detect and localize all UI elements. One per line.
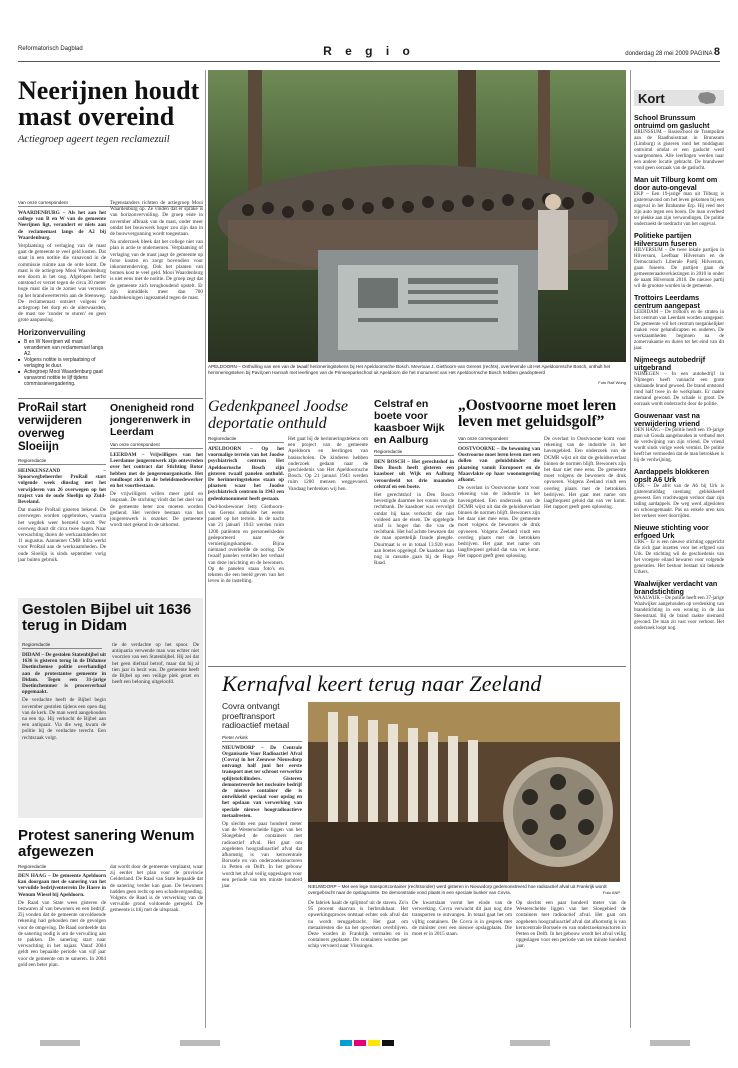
paper-name: Reformatorisch Dagblad xyxy=(18,46,83,52)
neerijnen-deck: Actiegroep ageert tegen reclamezuil xyxy=(18,134,170,145)
main-photo xyxy=(208,70,626,362)
kernafval-body: Op slechts een paar honderd meter van de Westerschelde liggen van het Sloegebied de containers met radioactief afval. Het gaat om zogeheten hoogradioactief afval dat afkomstig is van kerncentrale Borssele en van onderzoeksreactoren in Petten en Delft. In het gebouw wordt het afval veilig opgeslagen voor een periode van ten minste honderd jaar. xyxy=(222,820,302,889)
kort-item xyxy=(634,176,724,228)
gestolen-col1 xyxy=(22,652,106,812)
prorail-byline: Regioredactie xyxy=(18,458,106,465)
kort-item xyxy=(634,412,724,464)
neerijnen-body2: Tegenstanders richtten de actiegroep Mooi Waardenburg op. Ze vinden dat er sprake is van horizonvervuiling. De groep eiste in november afbraak van de mast, onder meer omdat het bouwwerk hoger zou zijn dan in de bouwvergunning wordt toegestaan. xyxy=(110,200,203,238)
article-oostvoorne xyxy=(458,398,626,430)
celstraf-headline: Celstraf en boete voor kaasboer Wijk en Aalburg xyxy=(374,398,445,446)
onenigheid-lead: LEERDAM – Vrijwilligers van het Leerdamse jongerenwerk zijn ontevreden over het contract dat Stichting Rotor hebben met de jongerenorganisatie. Het rondloopt zich in de beleidsmedewerker en het voortbestaan. xyxy=(110,452,203,490)
oostvoorne-lead: OOSTVOORNE – De bewoning van Oostvoorne moet leren leven met een dollen van geluidshinder die plaatsing vanuit Europoort en de Maasvlakte op haar woonomgeving afkomt. xyxy=(458,446,540,484)
kernafval-col2 xyxy=(308,900,408,1028)
kort-list xyxy=(634,110,724,1028)
protest-body2: dat wordt door de gemeente verplaatst, waar zij eerder het plan voor de provincie Gelderland. De Raad van State bepaalde dat de sanering verder kan gaan. De bewoners hadden geen recht op een schadevergoeding. Volgens de Raad is de verwerking van de vervuilde grond voldoende geregeld. De gemeente is blij met de uitspraak. xyxy=(110,864,203,914)
article-gedenkpaneel xyxy=(208,398,370,432)
page-number: 8 xyxy=(713,46,720,58)
spacer xyxy=(604,702,626,707)
kernafval-photo xyxy=(308,702,620,882)
oostvoorne-col2 xyxy=(544,436,626,661)
kort-item-body: URK – De afrit van de A6 bij Urk is gisterenmiddag urenlang geblokkeerd geweest. Een vrachtwagen verloor daar zijn lading aardappels. De weg werd afgesloten en schoongemaakt. Pas na enkele uren kon het verkeer weer doorrijden. xyxy=(634,484,724,519)
neerijnen-body: Verplaatsing of verlaging van de mast gaat de gemeente te veel geld kosten. Dat staat in een notitie die vanavond in de commissie ruimte aan de orde komt. De mast is de actiegroep Mooi Waardenburg een doorn in het oog. Afgelopen herfst ontstond er verzet tegen de circa 30 meter hoge mast die in de zomer was verrezen op het brandweerterrein aan de Steenweg. De reclamemast ontsiert volgens de actiegroep het dorp en de uiterwaarden, de mast toe 'zonder te sturen' en geen grote aanpassing. xyxy=(18,243,106,324)
photo-caption: APELDOORN – Onthulling van een van de twaalf herinneringstekens bij Het Apeldoornsche Bosch. Mevrouw J. Giethoorn-van Gerens (rechts), overlevende uit Het Apeldoornsche Bosch, onthult het herinneringsteken bij Pavil¡oen Hannah met leerlingen van de Prinsenparkschool uit Apeldoorn die het monument van Het Apeldoornsche Bosch hebben geadopteerd xyxy=(208,364,611,375)
page-header xyxy=(18,44,720,62)
oostvoorne-col1 xyxy=(458,446,540,661)
divider xyxy=(18,398,203,399)
kort-item-head: Nijmeegs autobedrijf uitgebrand xyxy=(634,355,706,372)
kort-item-body: URK – Er is een nieuwe stichting opgericht die zich gaat inzetten voor het erfgoed van Urk. De stichting wil de geschiedenis van het vroegere eiland bewaren voor volgende generaties. Het bestuur bestaat uit bekende Urkers. xyxy=(634,540,724,575)
kernafval-deck: Covra ontvangt proeftransport radioactief metaal xyxy=(222,701,290,730)
neerijnen-lead: WAARDENBURG – Als het aan het college van B en W van de gemeente Neerijnen ligt, verandert er niets aan de reclamemast langs de A2 bij Waardenburg. xyxy=(18,210,106,241)
neerijnen-headline: Neerijnen houdt mast overeind xyxy=(18,76,200,131)
article-celstraf xyxy=(374,398,454,664)
kort-item-head: Waalwijker verdacht van brandstichting xyxy=(634,579,718,596)
gedenkpaneel-lead: APELDOORN – Op het voormalige terrein van het Joodse psychiatrisch centrum Het Apeldoornsche Bosch zijn gisteren twaalf panelen onthuld. De herinneringstekens staan op plaatsen waar het Joodse psychiatrisch centrum in 1943 een gedenkmonument heeft gestaan. xyxy=(208,446,284,502)
horizon-sidebar xyxy=(18,328,106,387)
article-gestolen xyxy=(18,598,203,818)
kort-item xyxy=(634,468,724,520)
protest-lead: DEN HAAG – De gemeente Apeldoorn kan doorgaan met de sanering van het vervuilde bedrijventerrein De Haere in Wenum Wiesel bij Apeldoorn. xyxy=(18,873,106,898)
kernafval-credit: Foto ANP xyxy=(602,889,620,895)
kernafval-headline: Kernafval keert terug naar Zeeland xyxy=(222,671,542,696)
section-title: R e g i o xyxy=(323,44,415,58)
gedenkpaneel-headline: Gedenkpaneel Joodse deportatie onthuld xyxy=(208,398,348,432)
column-rule xyxy=(205,70,206,1028)
onenigheid-byline: Van onze correspondent xyxy=(110,442,203,449)
neerijnen-byline: Van onze correspondent xyxy=(18,200,203,207)
photo-credit: Foto Ralf Wong xyxy=(598,380,626,385)
kernafval-deck-block xyxy=(222,701,302,889)
kort-item xyxy=(634,294,724,352)
kernafval-body-more: Op slechts een paar honderd meter van de Westerschelde liggen van het Sloegebied de containers met radioactief afval. Het gaat om zogeheten hoogradioactief afval dat afkomstig is van kerncentrale Borssele en van onderzoeksreactoren in Petten en Delft. In het gebouw wordt het afval veilig opgeslagen voor een periode van ten minste honderd jaar. xyxy=(516,900,626,950)
gedenkpaneel-byline: Regioredactie xyxy=(208,436,284,443)
kernafval-body2: De fabriek haalt de splijtstof uit de staven. Zo'n 95 procent daarvan is herbruikbaar. Het opwerkingsproces ontstaat echter ook afval dat nu wordt teruggebracht. Het gaat om metaalresten die na het opwerken overblijven. Deze worden in Frankrijk vermalen en in containers geplaatst. De containers worden per schip vervoerd naar Vlissingen. xyxy=(308,900,408,950)
protest-col2 xyxy=(110,864,203,1028)
photo-illustration xyxy=(208,70,626,362)
gestolen-col2 xyxy=(112,642,199,812)
kort-item-body: LEERDAM – De trottoirs en de straten in het centrum van Leerdam worden aangepast. De gemeente wil het centrum toegankelijker maken voor gehandicapten en ouderen. De werkzaamheden beginnen na de zomervakantie en duren tot het eind van dit jaar. xyxy=(634,310,724,351)
celstraf-body: Het gerechtshof in Den Bosch bevestigde daarmee het vonnis van de rechtbank. De kaasboer was vervolgd omdat hij kaas verkocht die niet voldeed aan de eisen. De opgelegde straf is hoger dan die van de rechtbank. Het hof achtte bewezen dat de man opzettelijk fraude pleegde. Duurmaat is er in totaal 13.920 euro aan boetes opgelegd. De kaasboer kan nog in cassatie gaan bij de Hoge Raad. xyxy=(374,492,454,567)
kort-item-head: Gouwenaar vast na verwijdering vriend xyxy=(634,411,700,428)
print-color-bars xyxy=(40,1040,698,1046)
article-protest xyxy=(18,828,203,860)
gestolen-byline: Regioredactie xyxy=(22,642,102,649)
column-rule xyxy=(630,70,631,1028)
kernafval-caption-block xyxy=(308,884,620,895)
kort-item xyxy=(634,356,724,408)
gedenkpaneel-col2 xyxy=(288,436,368,661)
kernafval-col3 xyxy=(412,900,512,1028)
gestolen-body: De verdachte heeft de Bijbel begin november gestolen tijdens een open dag van de kerk. De man werd aangehouden na een tip. Hij verkocht de Bijbel aan een antiquair. Via die weg kwam de politie bij de verdachte terecht. Een rechtszaak volgt. xyxy=(22,697,106,741)
photo-caption-block xyxy=(208,364,626,375)
gedenkpaneel-body: Oud-bosbewoner Jetty Giethoorn-van Gerens onthulde het eerste paneel op het terrein. In de nacht van 21 januari 1943 werden ruim 1200 patiënten en personeelsleden gedeporteerd naar de vernietigingskampen. Bijna niemand overleefde de oorlog. De twaalf panelen vertellen het verhaal van deze inrichting en de bewoners. Op de panelen staan foto's en teksten die een beeld geven van het leven in de instelling. xyxy=(208,503,284,585)
divider xyxy=(208,666,626,667)
netherlands-map-icon xyxy=(694,91,722,105)
kort-title: Kort xyxy=(638,91,665,106)
oostvoorne-byline: Van onze correspondent xyxy=(458,436,540,443)
gedenkpaneel-body2: Het gaat bij de herinneringstekens om een project van de gemeente Apeldoorn en leerlingen van basisscholen. De kinderen hebben onderzoek gedaan naar de geschiedenis van Het Apeldoornsche Bosch. Op 21 januari 1943 werden ruim 1200 mensen weggevoerd. Vandaag herdenken wij hen. xyxy=(288,436,368,492)
kort-item xyxy=(634,524,724,576)
protest-headline: Protest sanering Wenum afgewezen xyxy=(18,827,195,860)
sidebar-list xyxy=(18,339,106,387)
gedenkpaneel-col1 xyxy=(208,446,284,661)
protest-byline: Regioredactie xyxy=(18,864,106,871)
protest-col1 xyxy=(18,873,106,1028)
celstraf-lead: DEN BOSCH – Het gerechtshof in Den Bosch heeft gisteren een kaasboer uit Wijk en Aalburg veroordeeld tot drie maanden celstraf en een boete. xyxy=(374,459,454,490)
kort-item-head: Politieke partijen Hilversum fuseren xyxy=(634,231,697,248)
kort-item-body: NIJMEGEN – In een autobedrijf in Nijmegen heeft vannacht een grote uitslaande brand gewoed. De brand ontstond rond half twee in de werkplaats. Er raakte niemand gewond. De schade is groot. De oorzaak wordt onderzocht door de politie. xyxy=(634,372,724,407)
onenigheid-body: De vrijwilligers willen meer geld en inspraak. De stichting vindt dat het doel van de gemeente beter zou moeten worden gediend. Het verdere bestaan van het jongerenwerk is onzeker. De gemeente wordt niet gekend in de uitkomst. xyxy=(110,491,203,529)
date-text: donderdag 28 mei 2009 PAGINA xyxy=(625,51,713,57)
neerijnen-body3: Na onderzoek bleek dat het college niet van plan is actie te ondernemen. Verplaatsing of verlaging van de mast jaagt de gemeente op forse kosten en zorgt bovendien voor inkomstenderving. Ook het planten van bomen kost te veel geld. Mooi Waardenburg is niet eens met de notitie. De groep zegt dat de gemeente zich terughoudend opstelt. Er zijn inmiddels meer dan 700 handtekeningen ingezameld tegen de mast. xyxy=(110,239,203,302)
celstraf-byline: Regioredactie xyxy=(374,449,454,456)
kort-item-body: DEN HAAG – De politie heeft een 19-jarige man uit Gouda aangehouden in verband met de verdwijning van zijn vriend. De vriend wordt sinds vorige week vermist. De politie heeft het vermoeden dat de man betrokken is bij de verdwijning. xyxy=(634,428,724,463)
neerijnen-col2 xyxy=(110,200,203,390)
oostvoorne-headline: „Oostvoorne moet leren leven met geluidsgolf” xyxy=(458,397,617,430)
celstraf-body-block xyxy=(374,459,454,664)
kort-item-body: BRUNSSUM – Basisschool de Trampoline aan de Raadhuisstraat in Brunssum (Limburg) is gisteren rond het middaguur ontruimd omdat er een gaslucht werd waargenomen. Alle leerlingen werden naar een andere locatie gebracht. De brandweer vond geen oorzaak van de gaslucht. xyxy=(634,130,724,171)
sidebar-item: ■ B en W Neerijnen wil mast verandenen van reclamemast langs A2. xyxy=(18,339,106,357)
kernafval-caption: NIEUWDORP – Met een lege transportcontainer (rechtsonder) werd gisteren in Nieuwdorp gedemonstreerd hoe radioactief afval uit Frankrijk wordt overgebracht naar de opslagruimte. De demonstratie vond plaats in een speciale bunker van Covra. xyxy=(308,884,607,895)
gestolen-headline: Gestolen Bijbel uit 1636 terug in Didam xyxy=(22,601,192,634)
kernafval-headline-block xyxy=(222,672,626,696)
oostvoorne-body: De overlast in Oostvoorne komt voor rekening van de industrie in het havengebied. Een onderzoek van de DCMR wijst uit dat de geluidsoverlast binnen de normen blijft. Bewoners zijn het daar niet mee eens. De gemeente moet volgens de bewoners de druk opvoeren. Volgens Zeeland vindt een overleg plaats met de betrokken bedrijven. Het gaat met name om laagfrequent geluid dat van ver komt. Het rapport geeft geen oplossing. xyxy=(458,485,540,560)
kort-item-head: Aardappels blokkeren opslt A6 Urk xyxy=(634,467,710,484)
sidebar-item: ■ Actiegroep Mooi Waardenburg gaat vanavond notitie te lijf tijdens commissievergadering. xyxy=(18,369,106,387)
onenigheid-headline: Onenigheid rond jongerenwerk in Leerdam xyxy=(110,402,194,438)
prorail-headline: ProRail start verwijderen overweg Sloeiijn xyxy=(18,402,87,453)
prorail-body: Dat maakte ProRail gisteren bekend. De overwegen worden opgebroken, waarna het wegdek weer hersteld wordt. Per overweg duurt dit circa twee dagen. Naar verwachting duren de werkzaamheden tot 11 augustus. Aannemer CMB Infra werkt voor ProRail aan de werkzaamheden. De oude Sloelijn is sinds september vorig jaar buiten gebruik. xyxy=(18,507,106,563)
container-illustration xyxy=(308,702,620,882)
protest-body: De Raad van State wees gisteren de bezwaren af van bewoners en een bedrijf. Zij vonden dat de gemeente onvoldoende rekening had gehouden met de gevolgen voor de omgeving. De Raad oordeelde dat de sanering nodig is om de vervuiling aan te pakken. De sanering start naar verwachting in het najaar. Vanaf 2004 geldt een bepaalde periode van vijf jaar voor de gemeente om te saneren. In 2004 gold een beter plan. xyxy=(18,899,106,968)
kort-item-head: Man uit Tilburg komt om door auto-ongeval xyxy=(634,175,718,192)
oostvoorne-body-cont: De overlast in Oostvoorne komt voor rekening van de industrie in het havengebied. Een onderzoek van de DCMR wijst uit dat de geluidsoverlast binnen de normen blijft. Bewoners zijn het daar niet mee eens. De gemeente moet volgens de bewoners de druk opvoeren. Volgens Zeeland vindt een overleg plaats met de betrokken bedrijven. Het gaat met name om laagfrequent geluid dat van ver komt. Het rapport geeft geen oplossing. xyxy=(544,436,626,511)
sidebar-title: Horizonvervuiling xyxy=(18,328,86,337)
article-neerijnen xyxy=(18,78,203,146)
issue-date xyxy=(625,46,720,58)
kernafval-lead: NIEUWDORP – De Centrale Organisatie Voor Radioactief Afval (Covra) in het Zeeuwse Nieuwdorp ontvangt half juni het eerste transport met ter schroot verwerkte splijtstofcilinders. Gisteren demonstreerde het nucleaire bedrijf de nieuwe container die is ontwikkeld speciaal voor opslag en het opslaan van verwerking van speciale nieuwe hoogradioactieve metaalresten. xyxy=(222,744,302,819)
gestolen-body2: tie de verdachte op het spoor. De antiquaria verwende man was echter niet voorzien van een Statenbijbel. Hij zei dat het geen diefstal betrof, maar dat hij al tien jaar in bezit was. De gemeente heeft de Bijbel op een veilige plek gezet en heeft een beloning uitgeloofd. xyxy=(112,642,199,686)
kort-item-head: Trottoirs Leerdams centrum aangepast xyxy=(634,293,700,310)
neerijnen-col1 xyxy=(18,210,106,325)
kort-item xyxy=(634,580,724,632)
sidebar-item: ■ Volgens notitie is verplaatsing of verlaging te duur. xyxy=(18,357,106,369)
prorail-lead: HEINKENSZAND – Spoorwegbeheerder ProRail start volgende week dinsdag met het verwijderen van 26 overwegen op het traject van de oude Sloelijn op Zuid-Beveland. xyxy=(18,468,106,506)
kernafval-byline: Pieter Arkink xyxy=(222,735,302,742)
kort-header xyxy=(634,90,724,106)
kernafval-body3: De kwartslaan vormt het einde van de verwerking. Covra verwacht dit jaar nog drie transporten te ontvangen. In totaal gaat het om vijftig containers. De Covra is in gesprek met de minister over een nieuwe opslagplaats. Die moet er in 2015 staan. xyxy=(412,900,512,938)
kort-item-head: School Brunssum ontruimd om gaslucht xyxy=(634,113,710,130)
kernafval-col1 xyxy=(222,744,302,889)
kort-item-body: HILVERSUM – De twee lokale partijen in Hilversum, Leefbaar Hilversum en de Democratisch Liberale Partij Hilversum, gaan fuseren. De partijen gaan de gemeenteraadsverkiezingen in 2010 in onder de naam Hilversum 2010. De nieuwe partij wil de grootste worden in de gemeente. xyxy=(634,248,724,289)
kort-item-head: Nieuwe stichting voor erfgoed Urk xyxy=(634,523,709,540)
kort-item-body: EKP – Een 19-jarige man uit Tilburg is gisterenavond om het leven gekomen bij een ongeval in het Brabantse Erp. Hij reed met zijn auto tegen een boom. De man overleed ter plekke aan zijn verwondingen. De politie onderzoekt de toedracht van het ongeval. xyxy=(634,192,724,227)
kort-item-body: WAALWIJK – De politie heeft een 37-jarige Waalwijker aangehouden op verdenking van brandstichting in een woning in de Jan Steenstraat. Bij de brand raakte niemand gewond. De man zit vast voor verhoor. Het onderzoek loopt nog. xyxy=(634,596,724,631)
kort-item xyxy=(634,232,724,290)
kort-item xyxy=(634,114,724,172)
gestolen-lead: DIDAM – De gestolen Statenbijbel uit 1636 is gisteren terug in de Didamse Doetinchemse politie overhandigd aan de protestantse gemeente in Didam. Tegen een 31-jarige Doetinchemmer is procesverbaal opgemaakt. xyxy=(22,652,107,696)
kernafval-col4 xyxy=(516,900,626,1028)
article-onenigheid xyxy=(110,402,203,624)
